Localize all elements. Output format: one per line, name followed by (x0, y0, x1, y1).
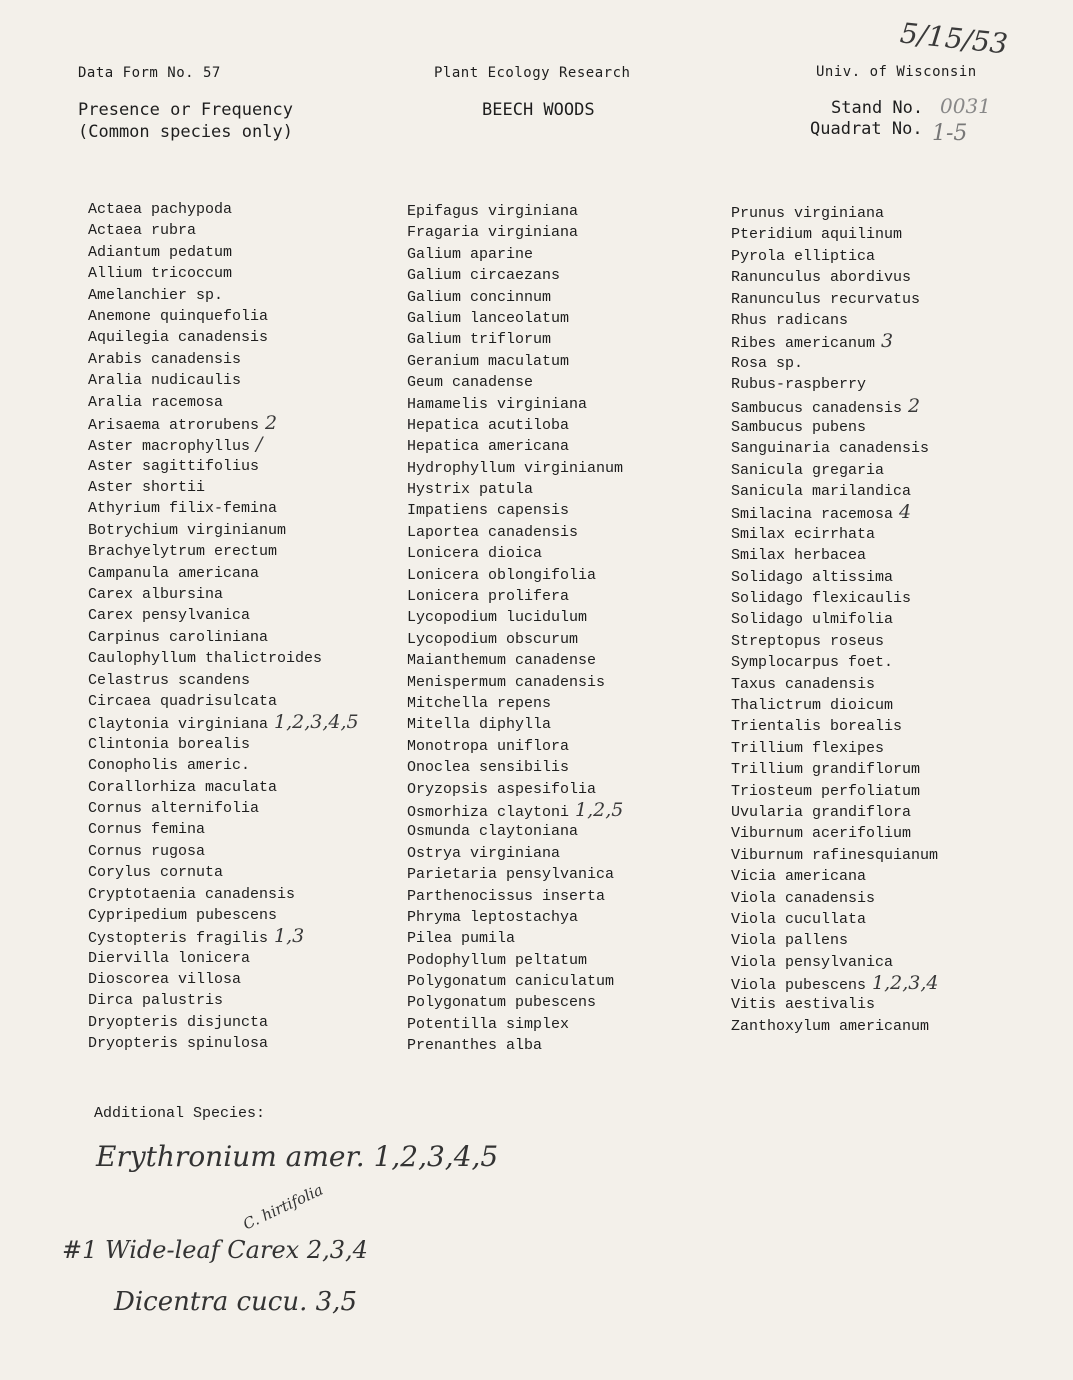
species-name: Parietaria pensylvanica (407, 866, 615, 884)
species-row (731, 246, 939, 267)
species-name: Smilax herbacea (731, 547, 867, 565)
species-name: Athyrium filix-femina (88, 500, 278, 518)
species-name: Taxus canadensis (731, 675, 876, 693)
form-title: BEECH WOODS (482, 100, 595, 120)
species-row (407, 500, 623, 521)
species-row (407, 864, 623, 885)
species-row (407, 1014, 623, 1035)
species-row (88, 370, 359, 391)
species-name: Viburnum rafinesquianum (731, 846, 939, 864)
species-row (731, 374, 939, 395)
species-name: Prunus virginiana (731, 205, 885, 222)
species-name: Uvularia grandiflora (731, 803, 912, 821)
species-row (88, 242, 359, 263)
species-row (731, 652, 939, 673)
species-name: Triosteum perfoliatum (731, 782, 921, 800)
frequency-mark: 1,2,3,4 (872, 972, 939, 995)
species-name: Viola pubescens (731, 977, 867, 995)
species-name: Lonicera prolifera (407, 588, 570, 606)
species-row (88, 1033, 359, 1054)
species-row (731, 481, 939, 502)
species-row (731, 396, 939, 417)
species-row (731, 930, 939, 951)
species-name: Sambucus pubens (731, 418, 867, 436)
species-row (407, 479, 623, 500)
species-row (407, 244, 623, 265)
quadrat-value: 1-5 (932, 121, 968, 146)
species-row (731, 609, 939, 630)
stand-value: 0031 (940, 94, 991, 118)
species-row (731, 460, 939, 481)
species-name: Carex albursina (88, 586, 224, 604)
university: Univ. of Wisconsin (816, 64, 977, 80)
species-name: Maianthemum canadense (407, 652, 597, 670)
species-name: Streptopus roseus (731, 632, 885, 650)
species-name: Cornus femina (88, 821, 206, 839)
species-name: Anemone quinquefolia (88, 307, 269, 325)
species-name: Geranium maculatum (407, 352, 570, 370)
species-row (731, 331, 939, 352)
species-row (88, 520, 359, 541)
species-name: Rhus radicans (731, 311, 849, 329)
species-row (407, 800, 623, 821)
species-name: Solidago flexicaulis (731, 590, 912, 608)
species-row (407, 992, 623, 1013)
species-name: Pteridium aquilinum (731, 226, 903, 244)
species-name: Trillium grandiflorum (731, 761, 921, 779)
species-name: Polygonatum pubescens (407, 994, 597, 1012)
species-row (731, 545, 939, 566)
species-row (407, 351, 623, 372)
species-row (407, 436, 623, 457)
species-row (88, 691, 359, 712)
species-name: Corallorhiza maculata (88, 778, 278, 796)
handwritten-date: 5/15/53 (898, 16, 1010, 61)
species-row (88, 862, 359, 883)
species-name: Trientalis borealis (731, 718, 903, 736)
species-name: Monotropa uniflora (407, 737, 570, 755)
species-name: Viola pallens (731, 932, 849, 950)
species-name: Conopholis americ. (88, 757, 251, 775)
species-name: Botrychium virginianum (88, 521, 287, 539)
species-row (88, 755, 359, 776)
species-row (407, 693, 623, 714)
species-name: Ranunculus recurvatus (731, 290, 921, 308)
additional-species-label: Additional Species: (94, 1105, 266, 1122)
species-row (88, 199, 359, 220)
species-name: Arisaema atrorubens (88, 416, 260, 434)
species-name: Prenanthes alba (407, 1037, 543, 1055)
species-name: Thalictrum dioicum (731, 696, 894, 714)
species-name: Viburnum acerifolium (731, 825, 912, 843)
species-name: Cypripedium pubescens (88, 906, 278, 924)
species-row (731, 909, 939, 930)
species-row (88, 413, 359, 434)
species-row (731, 716, 939, 737)
species-name: Rosa sp. (731, 354, 804, 372)
organization: Plant Ecology Research (434, 65, 631, 81)
additional-entry-2: #1 Wide-leaf Carex 2,3,4 (62, 1236, 368, 1264)
species-row (88, 220, 359, 241)
species-row (407, 394, 623, 415)
species-name: Brachyelytrum erectum (88, 543, 278, 561)
species-name: Zanthoxylum americanum (731, 1017, 930, 1035)
species-row (407, 779, 623, 800)
species-name: Dryopteris disjuncta (88, 1013, 269, 1031)
species-row (88, 648, 359, 669)
species-name: Actaea pachypoda (88, 201, 233, 218)
species-name: Amelanchier sp. (88, 286, 224, 304)
species-name: Carpinus caroliniana (88, 628, 269, 646)
additional-entry-note: C. hirtifolia (240, 1180, 326, 1234)
quadrat-label: Quadrat No. (810, 119, 923, 139)
species-name: Solidago ulmifolia (731, 611, 894, 629)
species-row (88, 926, 359, 947)
species-row (88, 712, 359, 733)
species-row (407, 714, 623, 735)
species-row (88, 884, 359, 905)
species-row (731, 203, 939, 224)
species-name: Aster sagittifolius (88, 457, 260, 475)
species-row (407, 458, 623, 479)
species-name: Caulophyllum thalictroides (88, 650, 323, 668)
species-name: Galium triflorum (407, 331, 552, 349)
species-name: Mitchella repens (407, 694, 552, 712)
species-row (731, 502, 939, 523)
species-name: Rubus-raspberry (731, 376, 867, 394)
species-row (407, 736, 623, 757)
species-row (731, 353, 939, 374)
species-name: Allium tricoccum (88, 265, 233, 283)
species-name: Oryzopsis aspesifolia (407, 780, 597, 798)
species-name: Galium concinnum (407, 288, 552, 306)
species-row (731, 845, 939, 866)
species-row (88, 498, 359, 519)
frequency-mark: 2 (265, 411, 278, 434)
species-row (731, 781, 939, 802)
species-row (731, 802, 939, 823)
species-name: Fragaria virginiana (407, 224, 579, 242)
species-name: Viola pensylvanica (731, 953, 894, 971)
species-row (88, 798, 359, 819)
species-name: Phryma leptostachya (407, 908, 579, 926)
species-column-3 (731, 203, 939, 1037)
species-name: Cryptotaenia canadensis (88, 885, 296, 903)
species-row (407, 308, 623, 329)
species-name: Dioscorea villosa (88, 971, 242, 989)
species-column-2 (407, 201, 623, 1057)
species-name: Pilea pumila (407, 930, 516, 948)
species-row (407, 907, 623, 928)
species-row (88, 285, 359, 306)
species-row (731, 952, 939, 973)
species-row (731, 738, 939, 759)
species-name: Claytonia virginiana (88, 716, 269, 734)
species-row (88, 819, 359, 840)
species-name: Viola canadensis (731, 889, 876, 907)
species-row (88, 627, 359, 648)
species-row (731, 759, 939, 780)
species-row (407, 950, 623, 971)
additional-entry-3: Dicentra cucu. 3,5 (114, 1287, 357, 1317)
species-row (407, 565, 623, 586)
species-name: Polygonatum caniculatum (407, 973, 615, 991)
species-name: Osmorhiza claytoni (407, 803, 570, 821)
species-name: Galium lanceolatum (407, 309, 570, 327)
frequency-mark: 1,2,5 (575, 798, 624, 821)
species-row (88, 456, 359, 477)
species-row (88, 905, 359, 926)
species-name: Trillium flexipes (731, 739, 885, 757)
species-name: Symplocarpus foet. (731, 654, 894, 672)
species-name: Sambucus canadensis (731, 399, 903, 417)
species-name: Campanula americana (88, 564, 260, 582)
form-type-line1: Presence or Frequency (78, 100, 293, 120)
stand-label: Stand No. (831, 98, 924, 118)
species-row (407, 222, 623, 243)
species-row (731, 417, 939, 438)
species-name: Vicia americana (731, 868, 867, 886)
species-name: Cornus rugosa (88, 842, 206, 860)
species-name: Hepatica acutiloba (407, 416, 570, 434)
species-name: Clintonia borealis (88, 735, 251, 753)
species-row (407, 757, 623, 778)
species-row (407, 522, 623, 543)
additional-entry-1: Erythronium amer. 1,2,3,4,5 (96, 1140, 499, 1173)
species-row (88, 434, 359, 455)
species-row (731, 674, 939, 695)
species-row (731, 267, 939, 288)
species-name: Celastrus scandens (88, 671, 251, 689)
species-name: Aster shortii (88, 479, 206, 497)
species-row (407, 201, 623, 222)
species-row (731, 823, 939, 844)
species-name: Ranunculus abordivus (731, 269, 912, 287)
species-row (88, 327, 359, 348)
species-row (407, 650, 623, 671)
species-row (407, 928, 623, 949)
species-row (731, 289, 939, 310)
species-row (88, 563, 359, 584)
species-row (407, 1035, 623, 1056)
species-row (407, 971, 623, 992)
species-row (88, 263, 359, 284)
species-name: Pyrola elliptica (731, 247, 876, 265)
species-name: Adiantum pedatum (88, 243, 233, 261)
species-row (88, 670, 359, 691)
species-row (731, 866, 939, 887)
species-row (407, 629, 623, 650)
species-row (88, 990, 359, 1011)
species-name: Sanicula gregaria (731, 461, 885, 479)
species-name: Solidago altissima (731, 568, 894, 586)
frequency-mark: 2 (908, 394, 921, 417)
species-name: Ribes americanum (731, 335, 876, 353)
frequency-mark: / (256, 433, 263, 456)
species-name: Impatiens capensis (407, 502, 570, 520)
species-row (407, 886, 623, 907)
species-name: Parthenocissus inserta (407, 887, 606, 905)
form-number: Data Form No. 57 (78, 65, 221, 81)
species-name: Smilacina racemosa (731, 506, 894, 524)
species-name: Corylus cornuta (88, 864, 224, 882)
species-name: Dryopteris spinulosa (88, 1035, 269, 1053)
species-name: Podophyllum peltatum (407, 951, 588, 969)
species-name: Circaea quadrisulcata (88, 692, 278, 710)
species-name: Actaea rubra (88, 222, 197, 240)
species-name: Vitis aestivalis (731, 996, 876, 1014)
species-row (88, 477, 359, 498)
species-row (731, 310, 939, 331)
species-row (407, 287, 623, 308)
species-name: Hamamelis virginiana (407, 395, 588, 413)
species-row (88, 605, 359, 626)
species-name: Arabis canadensis (88, 350, 242, 368)
species-row (731, 695, 939, 716)
species-row (88, 734, 359, 755)
species-row (88, 584, 359, 605)
species-row (407, 543, 623, 564)
species-name: Epifagus virginiana (407, 203, 579, 220)
species-column-1 (88, 199, 359, 1055)
species-row (731, 973, 939, 994)
species-name: Hystrix patula (407, 481, 534, 499)
species-name: Aralia nudicaulis (88, 372, 242, 390)
species-row (88, 777, 359, 798)
species-row (88, 969, 359, 990)
species-row (88, 1012, 359, 1033)
species-name: Osmunda claytoniana (407, 823, 579, 841)
species-row (731, 224, 939, 245)
species-row (88, 392, 359, 413)
species-name: Geum canadense (407, 374, 534, 392)
species-row (407, 415, 623, 436)
species-name: Diervilla lonicera (88, 949, 251, 967)
species-name: Lonicera dioica (407, 545, 543, 563)
species-row (731, 438, 939, 459)
species-row (731, 567, 939, 588)
species-name: Dirca palustris (88, 992, 224, 1010)
species-row (407, 586, 623, 607)
species-row (407, 607, 623, 628)
species-row (731, 631, 939, 652)
species-name: Sanicula marilandica (731, 483, 912, 501)
species-name: Ostrya virginiana (407, 844, 561, 862)
frequency-mark: 1,3 (274, 925, 305, 948)
species-name: Smilax ecirrhata (731, 525, 876, 543)
species-row (731, 994, 939, 1015)
species-name: Viola cucullata (731, 910, 867, 928)
species-name: Aster macrophyllus (88, 438, 251, 456)
species-name: Menispermum canadensis (407, 673, 606, 691)
species-row (88, 349, 359, 370)
species-name: Lonicera oblongifolia (407, 566, 597, 584)
species-row (407, 821, 623, 842)
species-row (731, 888, 939, 909)
species-name: Aquilegia canadensis (88, 329, 269, 347)
species-name: Lycopodium obscurum (407, 630, 579, 648)
species-name: Carex pensylvanica (88, 607, 251, 625)
species-name: Cornus alternifolia (88, 799, 260, 817)
frequency-mark: 1,2,3,4,5 (274, 711, 359, 734)
species-name: Mitella diphylla (407, 716, 552, 734)
species-row (88, 841, 359, 862)
species-row (407, 265, 623, 286)
species-row (407, 372, 623, 393)
species-row (88, 948, 359, 969)
form-type-line2: (Common species only) (78, 122, 293, 142)
species-name: Aralia racemosa (88, 393, 224, 411)
species-name: Sanguinaria canadensis (731, 440, 930, 458)
species-row (407, 672, 623, 693)
species-row (88, 306, 359, 327)
species-name: Cystopteris fragilis (88, 930, 269, 948)
species-name: Onoclea sensibilis (407, 759, 570, 777)
species-name: Galium aparine (407, 245, 534, 263)
frequency-mark: 3 (881, 330, 894, 353)
frequency-mark: 4 (899, 501, 912, 524)
species-name: Hydrophyllum virginianum (407, 459, 624, 477)
species-name: Lycopodium lucidulum (407, 609, 588, 627)
species-row (731, 524, 939, 545)
species-row (88, 541, 359, 562)
species-name: Galium circaezans (407, 267, 561, 285)
species-name: Hepatica americana (407, 438, 570, 456)
species-row (731, 1016, 939, 1037)
species-row (407, 329, 623, 350)
species-name: Laportea canadensis (407, 523, 579, 541)
species-name: Potentilla simplex (407, 1015, 570, 1033)
species-row (731, 588, 939, 609)
species-row (407, 843, 623, 864)
